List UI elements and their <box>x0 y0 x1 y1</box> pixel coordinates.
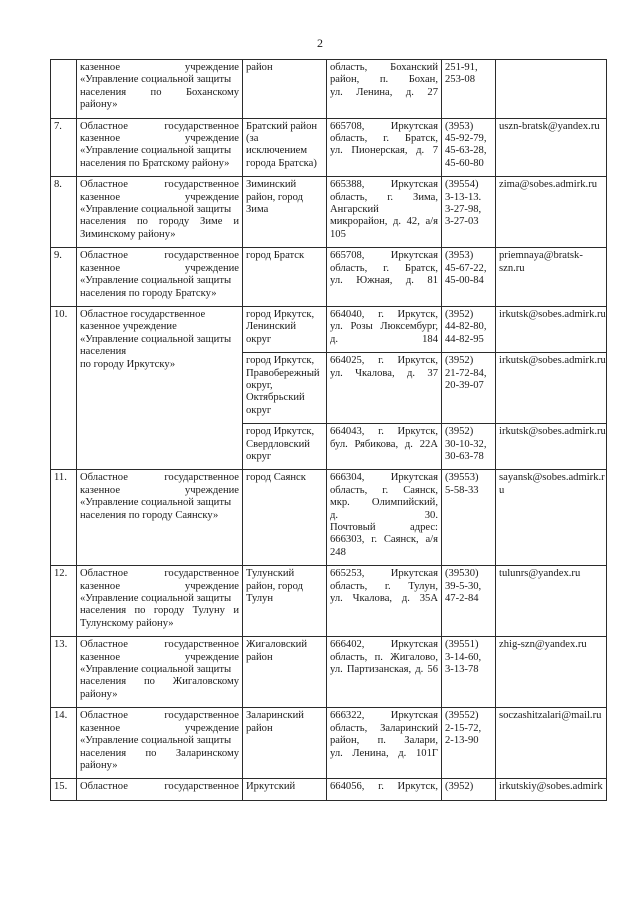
phone-line: 3-13-13. <box>445 191 482 203</box>
institution-line: населения по Жигаловскому <box>80 676 239 688</box>
institution-line: «Управление социальной защиты <box>80 275 232 287</box>
institution-line: населения по городу Братску» <box>80 287 217 299</box>
institution-line: «Управление социальной защиты <box>80 145 232 157</box>
phone-line: 39-5-30, <box>445 580 482 592</box>
institution-line: району» <box>80 688 118 700</box>
email-line: irkutsk@sobes.admirk.ru <box>499 426 606 438</box>
territory-line: округ <box>246 404 272 416</box>
address-cell <box>327 306 442 352</box>
email-line: soczashitzalari@mail.ru <box>499 710 602 722</box>
territory-cell <box>243 118 327 177</box>
email-line: szn.ru <box>499 262 525 274</box>
email-line: u <box>499 484 505 496</box>
institution-line: Областное государственное <box>80 472 239 484</box>
institution-cell <box>77 306 243 469</box>
institution-line: населения по городу Саянску» <box>80 509 219 521</box>
table-row <box>51 470 607 566</box>
institution-line: по городу Иркутску» <box>80 358 176 370</box>
address-line: 248 <box>330 546 346 558</box>
address-line: область, Боханский <box>330 62 438 73</box>
territory-line: округ <box>246 333 272 345</box>
row-number <box>51 60 77 119</box>
territory-cell <box>243 779 327 800</box>
email-line: irkutsk@sobes.admirk.ru <box>499 308 606 320</box>
phone-cell <box>442 248 496 307</box>
phone-cell <box>442 470 496 566</box>
territory-cell <box>243 248 327 307</box>
territory-cell <box>243 177 327 248</box>
phone-cell <box>442 306 496 352</box>
address-line: 664025, г. Иркутск, <box>330 355 438 367</box>
institution-line: казенное учреждение <box>80 580 239 592</box>
territory-cell <box>243 60 327 119</box>
address-line: Почтовый адрес: <box>330 522 438 533</box>
territory-cell <box>243 306 327 352</box>
address-cell <box>327 708 442 779</box>
institution-line: «Управление социальной защиты <box>80 74 232 86</box>
phone-cell <box>442 118 496 177</box>
address-line: 665708, Иркутская <box>330 250 438 262</box>
territory-line: округ, <box>246 379 273 391</box>
address-line: область, г. Братск, <box>330 262 438 274</box>
territory-line: город Братск <box>246 250 305 262</box>
institution-line: казенное учреждение <box>80 484 239 496</box>
address-line: д. 30. <box>330 509 438 521</box>
address-line: область, г. Братск, <box>330 133 438 145</box>
email-line: tulunrs@yandex.ru <box>499 568 581 580</box>
address-line: ул. Южная, д. 81 <box>330 275 438 287</box>
address-line: 105 <box>330 228 346 240</box>
territory-line: Иркутский <box>246 781 296 793</box>
territory-line: город Саянск <box>246 472 306 484</box>
address-line: 664040, г. Иркутск, <box>330 308 438 320</box>
email-cell <box>496 424 607 470</box>
territory-cell <box>243 424 327 470</box>
phone-line: (39530) <box>445 568 479 580</box>
institution-line: Областное государственное <box>80 710 239 722</box>
email-cell <box>496 708 607 779</box>
institution-line: «Управление социальной защиты <box>80 735 232 747</box>
territory-line: Тулун <box>246 593 274 605</box>
table-row <box>51 637 607 708</box>
territory-line: район, город <box>246 580 303 592</box>
row-number: 7. <box>51 118 77 177</box>
institution-line: «Управление социальной защиты <box>80 593 232 605</box>
institution-line: Зиминскому району» <box>80 228 176 240</box>
institution-line: Областное государственное <box>80 250 239 262</box>
institution-line: «Управление социальной защиты <box>80 333 232 345</box>
institution-cell <box>77 566 243 637</box>
institution-line: населения <box>80 346 127 358</box>
email-cell <box>496 353 607 424</box>
address-cell <box>327 60 442 119</box>
institution-line: населения по Заларинскому <box>80 747 239 759</box>
email-cell <box>496 637 607 708</box>
institution-line: казенное учреждение <box>80 191 239 203</box>
institution-line: казенное учреждение <box>80 651 239 663</box>
institution-cell <box>77 470 243 566</box>
address-line: область, г. Зима, <box>330 191 438 203</box>
institution-line: Областное государственное <box>80 568 239 580</box>
territory-cell <box>243 708 327 779</box>
address-line: ул. Розы Люксембург, <box>330 321 438 333</box>
address-cell <box>327 248 442 307</box>
address-cell <box>327 177 442 248</box>
phone-line: 30-10-32, <box>445 438 487 450</box>
phone-line: (3952) <box>445 308 474 320</box>
territory-line: город Иркутск, <box>246 426 315 438</box>
address-cell <box>327 779 442 800</box>
phone-cell <box>442 353 496 424</box>
institution-cell <box>77 637 243 708</box>
row-number: 10. <box>51 306 77 469</box>
address-line: д. 184 <box>330 333 438 345</box>
address-cell <box>327 424 442 470</box>
address-line: Ангарский <box>330 204 379 216</box>
territory-line: Жигаловский <box>246 639 308 651</box>
row-number: 11. <box>51 470 77 566</box>
address-line: ул. Партизанская, д. 56 <box>330 664 438 676</box>
institution-line: населения по Боханскому <box>80 86 239 98</box>
phone-line: 2-13-90 <box>445 735 479 747</box>
territory-line: город Иркутск, <box>246 308 315 320</box>
address-line: 666304, Иркутская <box>330 472 438 484</box>
institution-line: «Управление социальной защиты <box>80 204 232 216</box>
institution-line: казенное учреждение <box>80 321 177 333</box>
row-number: 9. <box>51 248 77 307</box>
address-line: область, Заларинский <box>330 722 438 734</box>
territory-line: Ленинский <box>246 321 297 333</box>
email-line: zhig-szn@yandex.ru <box>499 639 587 651</box>
phone-line: 47-2-84 <box>445 593 479 605</box>
territory-line: округ <box>246 450 272 462</box>
address-line: ул. Пионерская, д. 7 <box>330 145 438 157</box>
institution-cell <box>77 248 243 307</box>
institution-line: Тулунскому району» <box>80 617 174 629</box>
row-number: 14. <box>51 708 77 779</box>
phone-line: 44-82-80, <box>445 321 487 333</box>
institution-line: Областное государственное <box>80 308 206 320</box>
phone-line: (3953) <box>445 250 474 262</box>
phone-cell <box>442 177 496 248</box>
territory-line: Зиминский <box>246 179 297 191</box>
email-line: irkutsk@sobes.admirk.ru <box>499 355 606 367</box>
address-line: область, п. Жигалово, <box>330 651 438 663</box>
email-cell <box>496 60 607 119</box>
institution-line: казенное учреждение <box>80 62 239 73</box>
institution-line: населения по Братскому району» <box>80 157 230 169</box>
phone-line: (3952) <box>445 781 474 793</box>
territory-line: Тулунский <box>246 568 295 580</box>
phone-line: 2-15-72, <box>445 722 482 734</box>
phone-line: 21-72-84, <box>445 367 487 379</box>
email-cell <box>496 118 607 177</box>
address-line: район, п. Залари, <box>330 735 438 747</box>
table-row <box>51 779 607 800</box>
address-line: район, п. Бохан, <box>330 74 438 86</box>
phone-cell <box>442 708 496 779</box>
address-line: ул. Чкалова, д. 37 <box>330 367 438 379</box>
institution-line: казенное учреждение <box>80 133 239 145</box>
territory-line: города Братска) <box>246 157 317 169</box>
row-number: 12. <box>51 566 77 637</box>
phone-line: 20-39-07 <box>445 379 484 391</box>
phone-line: (3953) <box>445 120 474 132</box>
address-line: 666303, г. Саянск, а/я <box>330 534 438 546</box>
address-cell <box>327 118 442 177</box>
phone-cell <box>442 60 496 119</box>
institution-line: Областное государственное <box>80 179 239 191</box>
institution-line: «Управление социальной защиты <box>80 664 232 676</box>
email-line: irkutskiy@sobes.admirk <box>499 781 603 793</box>
phone-line: 3-13-78 <box>445 664 479 676</box>
phone-cell <box>442 424 496 470</box>
email-cell <box>496 177 607 248</box>
institution-line: району» <box>80 99 118 111</box>
phone-line: 45-60-80 <box>445 157 484 169</box>
email-line: priemnaya@bratsk- <box>499 250 583 262</box>
email-line: uszn-bratsk@yandex.ru <box>499 120 600 132</box>
email-cell <box>496 470 607 566</box>
address-line: ул. Ленина, д. 27 <box>330 86 438 98</box>
address-line: 664056, г. Иркутск, <box>330 781 438 793</box>
phone-line: (3952) <box>445 355 474 367</box>
territory-line: район <box>246 651 273 663</box>
phone-line: 45-63-28, <box>445 145 487 157</box>
institution-cell <box>77 708 243 779</box>
address-cell <box>327 637 442 708</box>
territory-line: Свердловский <box>246 438 310 450</box>
institution-line: населения по городу Тулуну и <box>80 605 239 617</box>
address-line: ул. Ленина, д. 101Г <box>330 747 438 759</box>
phone-line: 253-08 <box>445 74 476 86</box>
email-cell <box>496 248 607 307</box>
address-line: 664043, г. Иркутск, <box>330 426 438 438</box>
institution-line: казенное учреждение <box>80 262 239 274</box>
table-row <box>51 708 607 779</box>
table-body <box>51 60 607 801</box>
territory-line: район <box>246 62 273 73</box>
page-number: 2 <box>317 36 323 50</box>
address-line: 666402, Иркутская <box>330 639 438 651</box>
table-row <box>51 118 607 177</box>
phone-line: 3-14-60, <box>445 651 482 663</box>
phone-cell <box>442 566 496 637</box>
territory-cell <box>243 353 327 424</box>
territory-line: район <box>246 722 273 734</box>
institution-line: казенное учреждение <box>80 722 239 734</box>
phone-line: 251-91, <box>445 62 478 73</box>
email-line: sayansk@sobes.admirk.r <box>499 472 605 484</box>
phone-line: (39551) <box>445 639 479 651</box>
table-row <box>51 306 607 352</box>
territory-line: Братский район <box>246 120 318 132</box>
address-line: 665253, Иркутская <box>330 568 438 580</box>
address-line: 665708, Иркутская <box>330 120 438 132</box>
territory-line: (за <box>246 133 259 145</box>
institutions-table <box>50 59 607 801</box>
table-row <box>51 60 607 119</box>
address-line: область, г. Тулун, <box>330 580 438 592</box>
institution-cell <box>77 177 243 248</box>
territory-line: район, город <box>246 191 303 203</box>
institution-line: населения по городу Зиме и <box>80 216 239 228</box>
address-line: микрорайон, д. 42, а/я <box>330 216 438 228</box>
institution-line: району» <box>80 759 118 771</box>
phone-line: (3952) <box>445 426 474 438</box>
email-line: zima@sobes.admirk.ru <box>499 179 598 191</box>
phone-line: 5-58-33 <box>445 484 479 496</box>
phone-line: 3-27-98, <box>445 204 482 216</box>
institution-cell <box>77 779 243 800</box>
address-line: 665388, Иркутская <box>330 179 438 191</box>
email-cell <box>496 306 607 352</box>
phone-line: 45-67-22, <box>445 262 487 274</box>
phone-cell <box>442 779 496 800</box>
row-number: 15. <box>51 779 77 800</box>
address-line: область, г. Саянск, <box>330 484 438 496</box>
address-line: бул. Рябикова, д. 22А <box>330 438 438 450</box>
row-number: 13. <box>51 637 77 708</box>
phone-line: (39554) <box>445 179 479 191</box>
phone-line: 30-63-78 <box>445 450 484 462</box>
institution-line: «Управление социальной защиты <box>80 497 232 509</box>
institution-cell <box>77 60 243 119</box>
table-row <box>51 248 607 307</box>
territory-line: город Иркутск, <box>246 355 315 367</box>
phone-line: (39553) <box>445 472 479 484</box>
address-cell <box>327 470 442 566</box>
institution-line: Областное государственное <box>80 639 239 651</box>
territory-cell <box>243 566 327 637</box>
institution-cell <box>77 118 243 177</box>
institution-line: Областное государственное <box>80 120 239 132</box>
address-cell <box>327 353 442 424</box>
address-line: мкр. Олимпийский, <box>330 497 438 509</box>
email-cell <box>496 566 607 637</box>
table-row <box>51 566 607 637</box>
territory-cell <box>243 470 327 566</box>
territory-cell <box>243 637 327 708</box>
table-row <box>51 177 607 248</box>
phone-line: 44-82-95 <box>445 333 484 345</box>
phone-line: 45-92-79, <box>445 133 487 145</box>
phone-line: 3-27-03 <box>445 216 479 228</box>
territory-line: Правобережный <box>246 367 320 379</box>
email-cell <box>496 779 607 800</box>
territory-line: Заларинский <box>246 710 304 722</box>
phone-line: (39552) <box>445 710 479 722</box>
institution-line: Областное государственное <box>80 781 239 793</box>
territory-line: исключением <box>246 145 308 157</box>
phone-cell <box>442 637 496 708</box>
address-line: 666322, Иркутская <box>330 710 438 722</box>
address-cell <box>327 566 442 637</box>
territory-line: Октябрьский <box>246 392 305 404</box>
address-line: ул. Чкалова, д. 35А <box>330 593 438 605</box>
territory-line: Зима <box>246 204 269 216</box>
row-number: 8. <box>51 177 77 248</box>
phone-line: 45-00-84 <box>445 275 484 287</box>
